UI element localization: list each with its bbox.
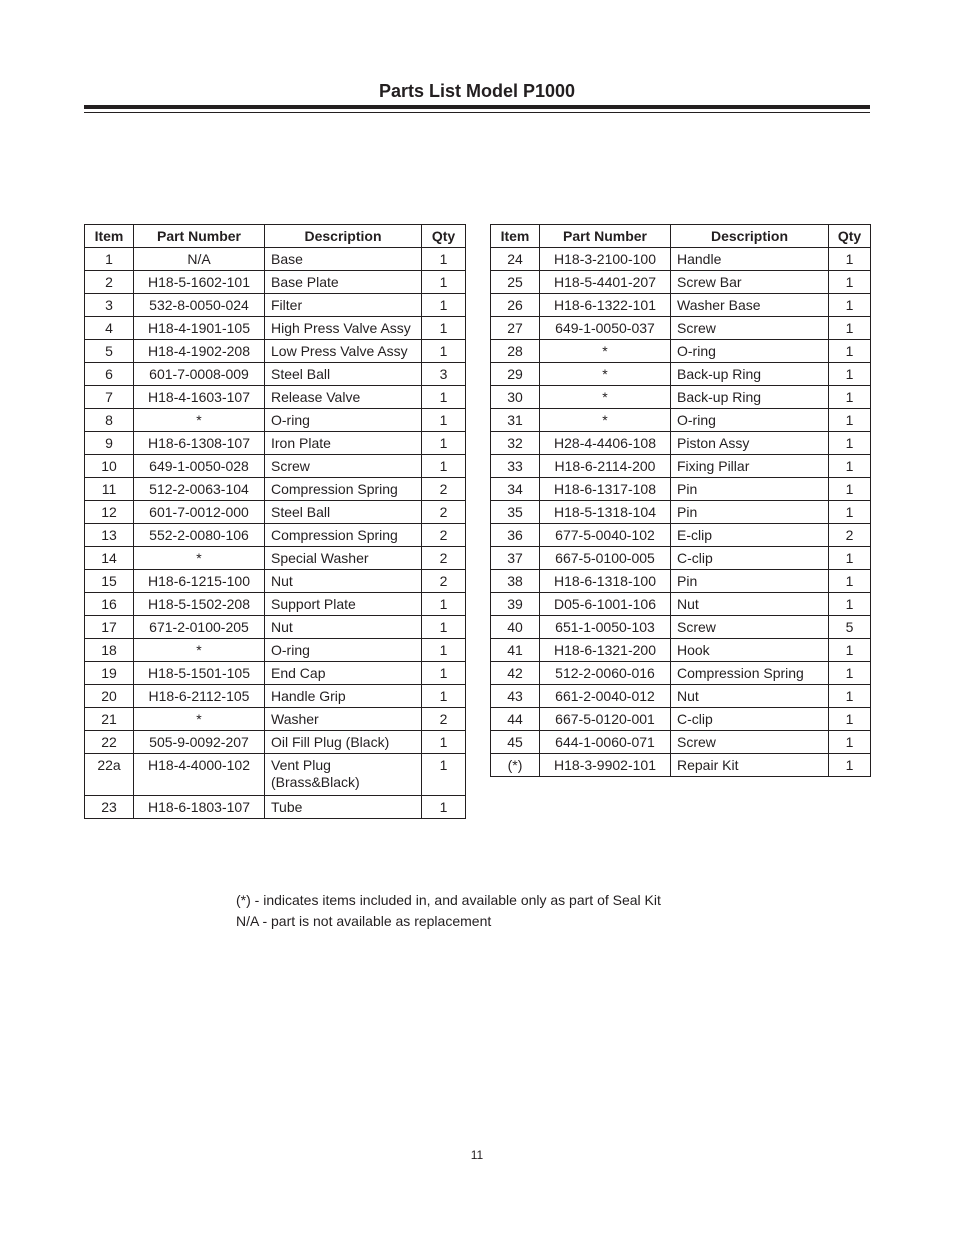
cell-item: 2 <box>85 271 134 294</box>
cell-item: 28 <box>491 340 540 363</box>
table-row <box>491 570 871 593</box>
cell-item: 16 <box>85 593 134 616</box>
cell-qty: 1 <box>829 455 871 478</box>
cell-part-number: H18-6-1215-100 <box>134 570 265 593</box>
cell-qty: 1 <box>829 294 871 317</box>
cell-item: 41 <box>491 639 540 662</box>
cell-description: Oil Fill Plug (Black) <box>265 731 422 754</box>
table-row <box>85 593 466 616</box>
table-row <box>491 432 871 455</box>
cell-qty: 1 <box>422 409 466 432</box>
cell-qty: 1 <box>829 754 871 777</box>
cell-qty: 1 <box>422 317 466 340</box>
cell-item: 4 <box>85 317 134 340</box>
cell-description: Nut <box>265 570 422 593</box>
cell-qty: 3 <box>422 363 466 386</box>
cell-qty: 2 <box>422 524 466 547</box>
cell-part-number: H18-4-1901-105 <box>134 317 265 340</box>
cell-description: Screw Bar <box>671 271 829 294</box>
cell-description: Base <box>265 248 422 271</box>
cell-part-number: * <box>540 386 671 409</box>
cell-item: 35 <box>491 501 540 524</box>
table-row <box>491 593 871 616</box>
cell-part-number: H18-6-1308-107 <box>134 432 265 455</box>
table-row <box>85 363 466 386</box>
cell-description: O-ring <box>265 409 422 432</box>
cell-item: 20 <box>85 685 134 708</box>
cell-part-number: 512-2-0060-016 <box>540 662 671 685</box>
table-row <box>491 409 871 432</box>
cell-item: 33 <box>491 455 540 478</box>
cell-description: E-clip <box>671 524 829 547</box>
table-row <box>491 363 871 386</box>
cell-qty: 1 <box>422 796 466 819</box>
cell-description: Steel Ball <box>265 363 422 386</box>
cell-qty: 1 <box>422 754 466 796</box>
cell-description: O-ring <box>671 409 829 432</box>
footnote-na: N/A - part is not available as replacement <box>236 913 492 929</box>
cell-description: Compression Spring <box>265 478 422 501</box>
header-description: Description <box>671 225 829 248</box>
header-item: Item <box>85 225 134 248</box>
cell-part-number: H18-5-1318-104 <box>540 501 671 524</box>
cell-description: Back-up Ring <box>671 386 829 409</box>
table-row <box>85 294 466 317</box>
cell-item: 25 <box>491 271 540 294</box>
cell-item: 31 <box>491 409 540 432</box>
cell-item: 27 <box>491 317 540 340</box>
cell-item: 32 <box>491 432 540 455</box>
cell-item: 9 <box>85 432 134 455</box>
cell-description: Repair Kit <box>671 754 829 777</box>
cell-qty: 1 <box>829 685 871 708</box>
cell-part-number: N/A <box>134 248 265 271</box>
cell-qty: 1 <box>829 708 871 731</box>
cell-item: 12 <box>85 501 134 524</box>
cell-part-number: H18-6-1317-108 <box>540 478 671 501</box>
cell-qty: 1 <box>422 616 466 639</box>
table-row <box>85 639 466 662</box>
cell-item: 5 <box>85 340 134 363</box>
table-row <box>85 708 466 731</box>
table-row <box>85 662 466 685</box>
cell-qty: 1 <box>829 409 871 432</box>
cell-part-number: 601-7-0008-009 <box>134 363 265 386</box>
header-part-number: Part Number <box>134 225 265 248</box>
cell-qty: 1 <box>829 317 871 340</box>
cell-item: 1 <box>85 248 134 271</box>
cell-part-number: 552-2-0080-106 <box>134 524 265 547</box>
cell-item: 26 <box>491 294 540 317</box>
page-title: Parts List Model P1000 <box>378 81 576 101</box>
cell-qty: 2 <box>422 501 466 524</box>
cell-qty: 1 <box>829 593 871 616</box>
cell-qty: 2 <box>422 547 466 570</box>
cell-qty: 5 <box>829 616 871 639</box>
cell-qty: 1 <box>829 570 871 593</box>
cell-description: Handle Grip <box>265 685 422 708</box>
table-row <box>491 616 871 639</box>
cell-qty: 2 <box>829 524 871 547</box>
cell-item: 15 <box>85 570 134 593</box>
cell-part-number: 601-7-0012-000 <box>134 501 265 524</box>
cell-qty: 1 <box>829 386 871 409</box>
cell-description: Handle <box>671 248 829 271</box>
cell-description: O-ring <box>671 340 829 363</box>
cell-qty: 1 <box>422 455 466 478</box>
cell-qty: 1 <box>422 639 466 662</box>
cell-part-number: H18-6-1803-107 <box>134 796 265 819</box>
cell-part-number: 671-2-0100-205 <box>134 616 265 639</box>
cell-description: Base Plate <box>265 271 422 294</box>
table-row <box>491 340 871 363</box>
cell-part-number: H28-4-4406-108 <box>540 432 671 455</box>
cell-item: 11 <box>85 478 134 501</box>
table-header-row <box>491 225 871 248</box>
cell-part-number: 644-1-0060-071 <box>540 731 671 754</box>
cell-part-number: * <box>540 409 671 432</box>
cell-item: 37 <box>491 547 540 570</box>
cell-description: C-clip <box>671 547 829 570</box>
cell-part-number: * <box>134 639 265 662</box>
cell-item: 13 <box>85 524 134 547</box>
cell-qty: 1 <box>422 662 466 685</box>
cell-description: Screw <box>671 616 829 639</box>
cell-item: 24 <box>491 248 540 271</box>
cell-description: High Press Valve Assy <box>265 317 422 340</box>
table-row <box>491 708 871 731</box>
cell-part-number: H18-4-1603-107 <box>134 386 265 409</box>
cell-qty: 1 <box>829 271 871 294</box>
cell-item: 38 <box>491 570 540 593</box>
table-row <box>85 248 466 271</box>
cell-qty: 1 <box>829 731 871 754</box>
header-part-number: Part Number <box>540 225 671 248</box>
cell-description: Screw <box>671 317 829 340</box>
cell-item: 6 <box>85 363 134 386</box>
table-row <box>85 685 466 708</box>
cell-description: Vent Plug (Brass&Black) <box>265 754 422 796</box>
cell-item: 3 <box>85 294 134 317</box>
cell-item: 10 <box>85 455 134 478</box>
cell-description: Nut <box>265 616 422 639</box>
cell-qty: 1 <box>829 662 871 685</box>
table-row <box>491 731 871 754</box>
cell-part-number: 532-8-0050-024 <box>134 294 265 317</box>
table-row <box>85 478 466 501</box>
cell-qty: 1 <box>829 478 871 501</box>
header-description: Description <box>265 225 422 248</box>
cell-part-number: H18-6-2114-200 <box>540 455 671 478</box>
table-row <box>85 796 466 819</box>
cell-part-number: 677-5-0040-102 <box>540 524 671 547</box>
cell-qty: 1 <box>829 639 871 662</box>
table-row <box>85 386 466 409</box>
cell-qty: 1 <box>829 248 871 271</box>
cell-qty: 1 <box>422 294 466 317</box>
cell-item: 29 <box>491 363 540 386</box>
cell-qty: 2 <box>422 570 466 593</box>
cell-part-number: 505-9-0092-207 <box>134 731 265 754</box>
cell-part-number: 649-1-0050-028 <box>134 455 265 478</box>
cell-item: 34 <box>491 478 540 501</box>
cell-part-number: H18-4-4000-102 <box>134 754 265 796</box>
cell-part-number: * <box>134 547 265 570</box>
cell-description: Iron Plate <box>265 432 422 455</box>
cell-part-number: H18-3-2100-100 <box>540 248 671 271</box>
cell-qty: 1 <box>422 340 466 363</box>
cell-item: 36 <box>491 524 540 547</box>
cell-description: End Cap <box>265 662 422 685</box>
cell-qty: 1 <box>422 248 466 271</box>
table-row <box>491 547 871 570</box>
cell-part-number: H18-5-1502-208 <box>134 593 265 616</box>
cell-description: Compression Spring <box>265 524 422 547</box>
cell-item: 23 <box>85 796 134 819</box>
cell-item: 18 <box>85 639 134 662</box>
cell-part-number: * <box>540 363 671 386</box>
table-row <box>85 340 466 363</box>
cell-description: Low Press Valve Assy <box>265 340 422 363</box>
table-row <box>491 524 871 547</box>
table-header-row <box>85 225 466 248</box>
cell-qty: 1 <box>422 593 466 616</box>
table-row <box>85 455 466 478</box>
cell-part-number: H18-6-1321-200 <box>540 639 671 662</box>
table-row <box>85 547 466 570</box>
cell-item: 17 <box>85 616 134 639</box>
cell-description: Washer Base <box>671 294 829 317</box>
table-row <box>491 386 871 409</box>
table-row <box>85 616 466 639</box>
cell-item: 19 <box>85 662 134 685</box>
cell-qty: 1 <box>829 547 871 570</box>
table-row <box>491 455 871 478</box>
table-row <box>491 294 871 317</box>
table-row <box>491 501 871 524</box>
cell-description: Screw <box>671 731 829 754</box>
cell-qty: 1 <box>829 340 871 363</box>
cell-item: 7 <box>85 386 134 409</box>
cell-qty: 2 <box>422 708 466 731</box>
table-row <box>85 570 466 593</box>
cell-part-number: H18-6-1322-101 <box>540 294 671 317</box>
cell-part-number: H18-4-1902-208 <box>134 340 265 363</box>
cell-part-number: 667-5-0120-001 <box>540 708 671 731</box>
cell-qty: 1 <box>829 432 871 455</box>
cell-part-number: * <box>540 340 671 363</box>
cell-item: 22 <box>85 731 134 754</box>
cell-description: C-clip <box>671 708 829 731</box>
table-row <box>491 639 871 662</box>
cell-description: Pin <box>671 570 829 593</box>
page-number: 11 <box>470 1148 484 1162</box>
cell-item: (*) <box>491 754 540 777</box>
cell-item: 42 <box>491 662 540 685</box>
cell-qty: 1 <box>422 685 466 708</box>
cell-qty: 2 <box>422 478 466 501</box>
cell-qty: 1 <box>829 501 871 524</box>
footnotes <box>236 890 661 932</box>
cell-description: Pin <box>671 478 829 501</box>
cell-description: Pin <box>671 501 829 524</box>
cell-description: Washer <box>265 708 422 731</box>
cell-part-number: H18-5-4401-207 <box>540 271 671 294</box>
cell-description: Steel Ball <box>265 501 422 524</box>
cell-description: Back-up Ring <box>671 363 829 386</box>
cell-qty: 1 <box>422 386 466 409</box>
cell-qty: 1 <box>829 363 871 386</box>
cell-description: Fixing Pillar <box>671 455 829 478</box>
table-row <box>85 524 466 547</box>
cell-item: 39 <box>491 593 540 616</box>
cell-part-number: H18-6-1318-100 <box>540 570 671 593</box>
table-row <box>85 501 466 524</box>
cell-qty: 1 <box>422 731 466 754</box>
cell-item: 30 <box>491 386 540 409</box>
cell-description: Piston Assy <box>671 432 829 455</box>
cell-part-number: 649-1-0050-037 <box>540 317 671 340</box>
cell-part-number: 651-1-0050-103 <box>540 616 671 639</box>
cell-part-number: H18-5-1501-105 <box>134 662 265 685</box>
table-row <box>491 754 871 777</box>
table-row <box>491 685 871 708</box>
table-row <box>85 409 466 432</box>
table-row <box>491 317 871 340</box>
cell-description: Hook <box>671 639 829 662</box>
cell-part-number: H18-6-2112-105 <box>134 685 265 708</box>
cell-description: Release Valve <box>265 386 422 409</box>
cell-description: Compression Spring <box>671 662 829 685</box>
title-rule-thick <box>84 105 870 109</box>
cell-item: 43 <box>491 685 540 708</box>
table-row <box>491 248 871 271</box>
table-row <box>491 662 871 685</box>
cell-item: 22a <box>85 754 134 796</box>
cell-description: Special Washer <box>265 547 422 570</box>
cell-part-number: H18-3-9902-101 <box>540 754 671 777</box>
table-row <box>85 731 466 754</box>
cell-item: 14 <box>85 547 134 570</box>
cell-part-number: H18-5-1602-101 <box>134 271 265 294</box>
cell-part-number: * <box>134 409 265 432</box>
cell-description: O-ring <box>265 639 422 662</box>
table-row <box>85 432 466 455</box>
table-row <box>85 271 466 294</box>
cell-part-number: D05-6-1001-106 <box>540 593 671 616</box>
cell-item: 21 <box>85 708 134 731</box>
cell-description: Tube <box>265 796 422 819</box>
parts-table-right <box>490 224 871 777</box>
cell-part-number: 512-2-0063-104 <box>134 478 265 501</box>
footnote-seal-kit: (*) - indicates items included in, and available only as part of Seal Kit <box>236 892 661 908</box>
cell-item: 8 <box>85 409 134 432</box>
cell-description: Support Plate <box>265 593 422 616</box>
header-qty: Qty <box>422 225 466 248</box>
title-rule-thin <box>84 112 870 113</box>
cell-qty: 1 <box>422 432 466 455</box>
table-row <box>491 271 871 294</box>
cell-item: 44 <box>491 708 540 731</box>
cell-part-number: 661-2-0040-012 <box>540 685 671 708</box>
table-row <box>85 754 466 796</box>
cell-item: 45 <box>491 731 540 754</box>
header-item: Item <box>491 225 540 248</box>
cell-description: Screw <box>265 455 422 478</box>
cell-part-number: * <box>134 708 265 731</box>
table-row <box>85 317 466 340</box>
parts-table-left <box>84 224 466 819</box>
cell-description: Nut <box>671 685 829 708</box>
cell-description: Nut <box>671 593 829 616</box>
table-row <box>491 478 871 501</box>
cell-qty: 1 <box>422 271 466 294</box>
cell-part-number: 667-5-0100-005 <box>540 547 671 570</box>
cell-description: Filter <box>265 294 422 317</box>
header-qty: Qty <box>829 225 871 248</box>
cell-item: 40 <box>491 616 540 639</box>
